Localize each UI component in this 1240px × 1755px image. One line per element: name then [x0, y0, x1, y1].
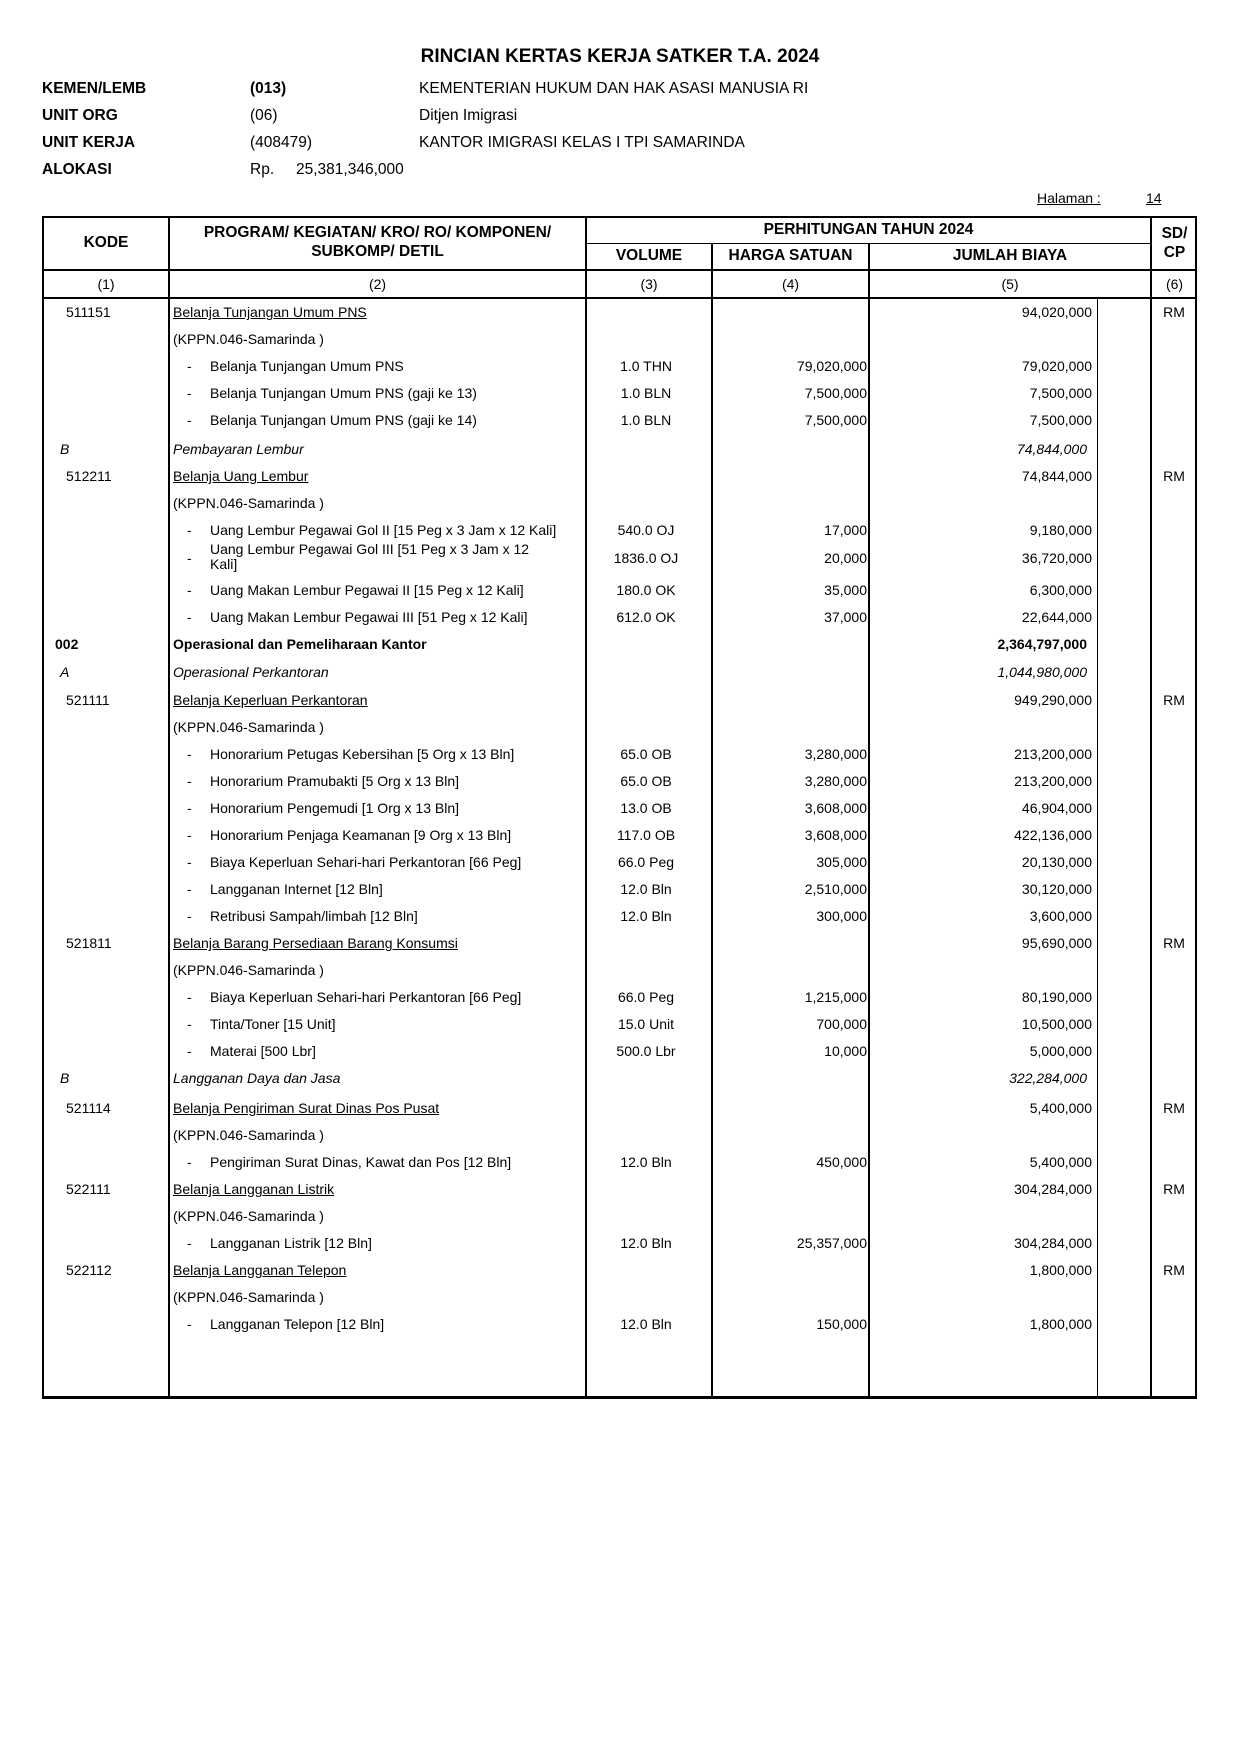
- jumlah-biaya: 1,800,000: [1029, 1262, 1092, 1278]
- item-desc: Honorarium Pramubakti [5 Org x 13 Bln]: [210, 773, 459, 789]
- item-bullet: -: [187, 908, 192, 924]
- page-number: 14: [1146, 190, 1162, 206]
- harga-satuan: 10,000: [824, 1043, 867, 1059]
- item-desc: Langganan Listrik [12 Bln]: [210, 1235, 372, 1251]
- harga-satuan: 17,000: [824, 522, 867, 538]
- table-row: [0, 604, 1240, 630]
- col-number: (3): [640, 276, 658, 292]
- table-row: [0, 490, 1240, 516]
- header-bottom-border: [42, 269, 1197, 271]
- item-bullet: -: [187, 385, 192, 401]
- meta-desc: KANTOR IMIGRASI KELAS I TPI SAMARINDA: [419, 134, 745, 151]
- item-desc: Honorarium Penjaga Keamanan [9 Org x 13 Bln]: [210, 827, 512, 843]
- jumlah-biaya: 74,844,000: [1021, 468, 1092, 484]
- harga-satuan: 300,000: [816, 908, 867, 924]
- jumlah-biaya: 22,644,000: [1021, 609, 1092, 625]
- header-volume: VOLUME: [615, 247, 683, 264]
- jumlah-biaya: 94,020,000: [1021, 304, 1092, 320]
- item-bullet: -: [187, 854, 192, 870]
- item-desc: Pengiriman Surat Dinas, Kawat dan Pos [12 Bln]: [210, 1154, 512, 1170]
- jumlah-biaya: 79,020,000: [1021, 358, 1092, 374]
- table-row: [0, 1257, 1240, 1283]
- meta-desc: KEMENTERIAN HUKUM DAN HAK ASASI MANUSIA RI: [419, 80, 809, 97]
- item-desc: Langganan Telepon [12 Bln]: [210, 1316, 385, 1332]
- item-bullet: -: [187, 609, 192, 625]
- item-desc: Uang Lembur Pegawai Gol II [15 Peg x 3 Jam x 12 Kali]: [210, 522, 557, 538]
- harga-satuan: 1,215,000: [804, 989, 867, 1005]
- table-row: [0, 517, 1240, 543]
- jumlah-biaya: 213,200,000: [1014, 746, 1092, 762]
- meta-label: UNIT KERJA: [42, 134, 136, 151]
- sumber-dana: RM: [1163, 1100, 1185, 1116]
- jumlah-biaya: 3,600,000: [1029, 908, 1092, 924]
- volume: 65.0 OB: [620, 773, 672, 789]
- volume: 65.0 OB: [620, 746, 672, 762]
- account-desc: Belanja Barang Persediaan Barang Konsumsi: [173, 935, 458, 951]
- sumber-dana: RM: [1163, 935, 1185, 951]
- sumber-dana: RM: [1163, 468, 1185, 484]
- item-bullet: -: [187, 773, 192, 789]
- sumber-dana: RM: [1163, 304, 1185, 320]
- item-desc: Biaya Keperluan Sehari-hari Perkantoran [66 Peg]: [210, 989, 522, 1005]
- meta-label: UNIT ORG: [42, 107, 118, 124]
- komponen-jumlah: 2,364,797,000: [997, 636, 1087, 652]
- item-bullet: -: [187, 746, 192, 762]
- table-row: [0, 687, 1240, 713]
- item-desc: Belanja Tunjangan Umum PNS (gaji ke 13): [210, 385, 477, 401]
- document-title: RINCIAN KERTAS KERJA SATKER T.A. 2024: [420, 46, 820, 67]
- header-jumlah-biaya: JUMLAH BIAYA: [952, 247, 1068, 264]
- subkomp-code: A: [60, 664, 70, 680]
- jumlah-biaya: 5,400,000: [1029, 1100, 1092, 1116]
- meta-label: ALOKASI: [42, 161, 112, 178]
- harga-satuan: 450,000: [816, 1154, 867, 1170]
- volume: 66.0 Peg: [617, 989, 675, 1005]
- komponen-desc: Operasional dan Pemeliharaan Kantor: [173, 636, 427, 652]
- table-row: [0, 930, 1240, 956]
- item-bullet: -: [187, 550, 192, 566]
- item-bullet: -: [187, 358, 192, 374]
- jumlah-biaya: 9,180,000: [1029, 522, 1092, 538]
- jumlah-biaya: 1,800,000: [1029, 1316, 1092, 1332]
- item-bullet: -: [187, 881, 192, 897]
- col-number: (1): [97, 276, 115, 292]
- table-row: [0, 714, 1240, 740]
- jumlah-biaya: 95,690,000: [1021, 935, 1092, 951]
- header-sdcp-line1: SD/: [1161, 225, 1188, 242]
- meta-code: (408479): [250, 134, 313, 151]
- account-desc: Belanja Uang Lembur: [173, 468, 309, 484]
- jumlah-biaya: 304,284,000: [1014, 1181, 1092, 1197]
- harga-satuan: 3,280,000: [804, 773, 867, 789]
- kppn-label: (KPPN.046-Samarinda ): [173, 495, 324, 511]
- account-desc: Belanja Keperluan Perkantoran: [173, 692, 368, 708]
- kppn-label: (KPPN.046-Samarinda ): [173, 1208, 324, 1224]
- account-desc: Belanja Langganan Listrik: [173, 1181, 335, 1197]
- harga-satuan: 7,500,000: [804, 412, 867, 428]
- table-row: [0, 659, 1240, 685]
- table-row: [0, 577, 1240, 603]
- item-bullet: -: [187, 412, 192, 428]
- header-sdcp-line2: CP: [1163, 244, 1186, 261]
- table-row: [0, 957, 1240, 983]
- volume: 12.0 Bln: [620, 1316, 672, 1332]
- item-bullet: -: [187, 582, 192, 598]
- account-code: 521114: [66, 1100, 111, 1116]
- table-row: [0, 795, 1240, 821]
- harga-satuan: 35,000: [824, 582, 867, 598]
- jumlah-biaya: 80,190,000: [1021, 989, 1092, 1005]
- header-program-line2: SUBKOMP/ DETIL: [311, 243, 444, 260]
- volume: 66.0 Peg: [617, 854, 675, 870]
- item-bullet: -: [187, 989, 192, 1005]
- volume: 1.0 THN: [620, 358, 672, 374]
- alokasi-currency: Rp.: [250, 161, 275, 178]
- account-code: 512211: [66, 468, 112, 484]
- header-harga-satuan: HARGA SATUAN: [728, 247, 853, 264]
- volume: 15.0 Unit: [617, 1016, 675, 1032]
- jumlah-biaya: 7,500,000: [1029, 412, 1092, 428]
- alokasi-amount: 25,381,346,000: [296, 161, 404, 178]
- jumlah-biaya: 213,200,000: [1014, 773, 1092, 789]
- item-bullet: -: [187, 1235, 192, 1251]
- item-bullet: -: [187, 1043, 192, 1059]
- table-row: [0, 741, 1240, 767]
- col-number: (2): [368, 276, 387, 292]
- table-row: [0, 984, 1240, 1010]
- harga-satuan: 20,000: [824, 550, 867, 566]
- item-desc: Uang Makan Lembur Pegawai II [15 Peg x 12 Kali]: [210, 582, 524, 598]
- jumlah-biaya: 6,300,000: [1029, 582, 1092, 598]
- harga-satuan: 700,000: [816, 1016, 867, 1032]
- table-row: [0, 849, 1240, 875]
- table-row: [0, 822, 1240, 848]
- table-row: [0, 1038, 1240, 1064]
- volume: 12.0 Bln: [620, 881, 672, 897]
- account-desc: Belanja Pengiriman Surat Dinas Pos Pusat: [173, 1100, 440, 1116]
- jumlah-biaya: 30,120,000: [1021, 881, 1092, 897]
- jumlah-biaya: 5,000,000: [1029, 1043, 1092, 1059]
- volume: 117.0 OB: [616, 827, 676, 843]
- item-desc: Belanja Tunjangan Umum PNS: [210, 358, 404, 374]
- table-row: [0, 463, 1240, 489]
- page-number-label: Halaman :: [1037, 190, 1101, 206]
- item-bullet: -: [187, 1316, 192, 1332]
- harga-satuan: 3,608,000: [804, 800, 867, 816]
- volume: 13.0 OB: [620, 800, 672, 816]
- harga-satuan: 79,020,000: [796, 358, 867, 374]
- harga-satuan: 3,280,000: [804, 746, 867, 762]
- table-row: [0, 1203, 1240, 1229]
- table-row: [0, 326, 1240, 352]
- item-desc: Retribusi Sampah/limbah [12 Bln]: [210, 908, 418, 924]
- meta-code: (06): [250, 107, 278, 124]
- jumlah-biaya: 20,130,000: [1021, 854, 1092, 870]
- item-bullet: -: [187, 827, 192, 843]
- harga-satuan: 3,608,000: [804, 827, 867, 843]
- account-code: 511151: [66, 304, 111, 320]
- table-row: [0, 299, 1240, 325]
- kppn-label: (KPPN.046-Samarinda ): [173, 962, 324, 978]
- table-row: [0, 1230, 1240, 1256]
- table-row: [0, 876, 1240, 902]
- account-code: 522112: [66, 1262, 112, 1278]
- table-row: [0, 631, 1240, 657]
- kppn-label: (KPPN.046-Samarinda ): [173, 331, 324, 347]
- header-kode: KODE: [83, 234, 129, 251]
- item-desc: Tinta/Toner [15 Unit]: [210, 1016, 336, 1032]
- subkomp-jumlah: 74,844,000: [1016, 441, 1087, 457]
- item-desc: Uang Lembur Pegawai Gol III [51 Peg x 3 Jam x 12 Kali]: [210, 541, 530, 572]
- sumber-dana: RM: [1163, 692, 1185, 708]
- table-row: [0, 541, 1240, 572]
- jumlah-biaya: 36,720,000: [1021, 550, 1092, 566]
- jumlah-biaya: 7,500,000: [1029, 385, 1092, 401]
- table-row: [0, 380, 1240, 406]
- table-row: [0, 407, 1240, 433]
- table-row: [0, 1284, 1240, 1310]
- col-number: (6): [1165, 276, 1184, 292]
- table-row: [0, 1011, 1240, 1037]
- item-bullet: -: [187, 1154, 192, 1170]
- sumber-dana: RM: [1163, 1181, 1185, 1197]
- harga-satuan: 150,000: [816, 1316, 867, 1332]
- account-desc: Belanja Tunjangan Umum PNS: [173, 304, 367, 320]
- volume: 12.0 Bln: [620, 1154, 672, 1170]
- volume: 1.0 BLN: [620, 385, 672, 401]
- jumlah-biaya: 422,136,000: [1014, 827, 1092, 843]
- account-code: 521811: [66, 935, 112, 951]
- header-program-line1: PROGRAM/ KEGIATAN/ KRO/ RO/ KOMPONEN/: [203, 224, 552, 241]
- volume: 12.0 Bln: [620, 1235, 672, 1251]
- col-number: (4): [781, 276, 800, 292]
- subkomp-desc: Langganan Daya dan Jasa: [173, 1070, 341, 1086]
- meta-label: KEMEN/LEMB: [42, 80, 147, 97]
- account-code: 522111: [66, 1181, 111, 1197]
- item-desc: Honorarium Pengemudi [1 Org x 13 Bln]: [210, 800, 460, 816]
- komponen-code: 002: [55, 636, 79, 652]
- item-desc: Honorarium Petugas Kebersihan [5 Org x 13 Bln]: [210, 746, 515, 762]
- table-row: [0, 1149, 1240, 1175]
- table-top-border: [42, 216, 1197, 218]
- table-row: [0, 1122, 1240, 1148]
- account-desc: Belanja Langganan Telepon: [173, 1262, 347, 1278]
- subkomp-code: B: [60, 1070, 70, 1086]
- col-number: (5): [1001, 276, 1019, 292]
- volume: 1.0 BLN: [620, 412, 672, 428]
- table-row: [0, 436, 1240, 462]
- harga-satuan: 305,000: [816, 854, 867, 870]
- harga-satuan: 25,357,000: [796, 1235, 867, 1251]
- item-desc: Materai [500 Lbr]: [210, 1043, 316, 1059]
- volume: 612.0 OK: [616, 609, 676, 625]
- table-row: [0, 1095, 1240, 1121]
- harga-satuan: 2,510,000: [804, 881, 867, 897]
- item-desc: Langganan Internet [12 Bln]: [210, 881, 383, 897]
- account-code: 521111: [66, 692, 110, 708]
- jumlah-biaya: 10,500,000: [1021, 1016, 1092, 1032]
- table-row: [0, 353, 1240, 379]
- meta-code: (013): [250, 80, 287, 97]
- kppn-label: (KPPN.046-Samarinda ): [173, 719, 324, 735]
- harga-satuan: 37,000: [824, 609, 867, 625]
- item-desc: Biaya Keperluan Sehari-hari Perkantoran [66 Peg]: [210, 854, 522, 870]
- jumlah-biaya: 304,284,000: [1014, 1235, 1092, 1251]
- volume: 180.0 OK: [616, 582, 676, 598]
- item-desc: Uang Makan Lembur Pegawai III [51 Peg x 12 Kali]: [210, 609, 528, 625]
- header-perhitungan: PERHITUNGAN TAHUN 2024: [763, 221, 974, 238]
- volume: 1836.0 OJ: [613, 550, 679, 566]
- table-row: [0, 1065, 1240, 1091]
- subkomp-desc: Pembayaran Lembur: [173, 441, 304, 457]
- table-row: [0, 1311, 1240, 1337]
- subkomp-jumlah: 1,044,980,000: [997, 664, 1087, 680]
- jumlah-biaya: 5,400,000: [1029, 1154, 1092, 1170]
- jumlah-biaya: 46,904,000: [1021, 800, 1092, 816]
- table-row: [0, 768, 1240, 794]
- item-bullet: -: [187, 1016, 192, 1032]
- table-row: [0, 1176, 1240, 1202]
- subkomp-jumlah: 322,284,000: [1009, 1070, 1087, 1086]
- harga-satuan: 7,500,000: [804, 385, 867, 401]
- jumlah-biaya: 949,290,000: [1014, 692, 1092, 708]
- table-row: [0, 903, 1240, 929]
- meta-desc: Ditjen Imigrasi: [419, 107, 518, 124]
- kppn-label: (KPPN.046-Samarinda ): [173, 1127, 324, 1143]
- sumber-dana: RM: [1163, 1262, 1185, 1278]
- item-desc: Belanja Tunjangan Umum PNS (gaji ke 14): [210, 412, 477, 428]
- volume: 540.0 OJ: [617, 522, 675, 538]
- item-bullet: -: [187, 522, 192, 538]
- subkomp-desc: Operasional Perkantoran: [173, 664, 329, 680]
- item-bullet: -: [187, 800, 192, 816]
- volume: 12.0 Bln: [620, 908, 672, 924]
- kppn-label: (KPPN.046-Samarinda ): [173, 1289, 324, 1305]
- volume: 500.0 Lbr: [616, 1043, 676, 1059]
- subkomp-code: B: [60, 441, 70, 457]
